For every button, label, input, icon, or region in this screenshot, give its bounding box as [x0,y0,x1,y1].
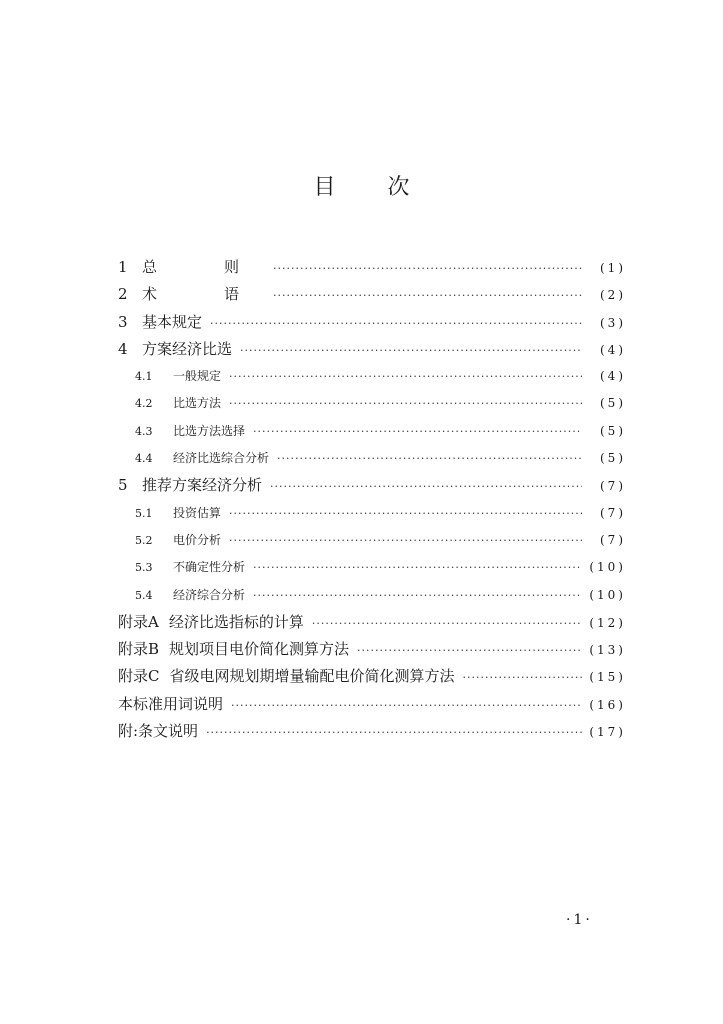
toc-title: 规划项目电价简化测算方法 [169,640,350,659]
toc-page: (7) [600,532,626,547]
toc-entry-appendix-b[interactable] [118,636,626,663]
toc-page: (4) [600,369,626,384]
toc-number: 2 [118,285,128,304]
toc-number: 5.4 [135,588,153,602]
toc-number: 4.2 [135,397,153,411]
toc-entry-3[interactable] [118,309,626,336]
toc-entry-5-1[interactable] [118,500,626,527]
toc-title: 比选方法 [173,396,222,411]
toc-page: (7) [600,479,626,494]
toc-number: 5.2 [135,533,153,547]
toc-page: (5) [600,423,626,438]
toc-title: 经济比选综合分析 [173,451,270,466]
toc-entry-wording-explanation[interactable] [118,691,626,718]
toc-page: (15) [589,670,626,685]
toc-title: 基本规定 [142,312,203,331]
toc-page: (5) [600,396,626,411]
toc-page: (16) [589,697,626,712]
dot-leader [277,445,582,472]
toc-page: (1) [600,261,626,275]
toc-entry-5-2[interactable] [118,527,626,554]
title-char-1: 目 [313,175,336,200]
toc-number: 4 [118,339,128,358]
toc-page: (10) [589,587,626,602]
toc-title: 一般规定 [173,369,222,384]
toc-title: 本标准用词说明 [118,694,224,713]
page-number: ·1· [566,912,593,928]
dot-leader [253,418,582,445]
toc-number: 附录A [118,612,159,631]
toc-page: (3) [600,315,626,330]
toc-entry-4-3[interactable] [118,418,626,445]
toc-entry-5[interactable] [118,472,626,499]
toc-entry-2[interactable] [118,281,626,308]
toc-entry-appendix-a[interactable] [118,609,626,636]
dot-leader [273,255,582,282]
dot-leader [229,363,582,390]
toc-page: (7) [600,505,626,520]
dot-leader [231,692,582,719]
toc-number: 1 [118,258,128,276]
toc-title: 附:条文说明 [118,722,199,741]
page-title [0,170,723,201]
dot-leader [210,310,582,337]
toc-number: 3 [118,312,128,331]
toc-entry-5-4[interactable] [118,582,626,609]
toc-page: (10) [589,560,626,575]
toc-page: (12) [589,615,626,630]
toc-title: 比选方法选择 [173,423,246,438]
toc-entry-5-3[interactable] [118,554,626,581]
toc-number: 附录C [118,667,160,686]
dot-leader [253,582,582,609]
toc-number: 4.4 [135,452,153,466]
toc-entry-4-2[interactable] [118,390,626,417]
toc-title: 经济综合分析 [173,587,246,602]
toc-entry-4[interactable] [118,336,626,363]
toc-title: 方案经济比选 [142,339,233,358]
dot-leader [240,337,582,364]
dot-leader [273,282,582,309]
toc-entry-4-4[interactable] [118,445,626,472]
dot-leader [312,610,582,637]
toc-page: (5) [600,451,626,466]
toc-page: (4) [600,342,626,357]
toc-number: 4.3 [135,424,153,438]
table-of-contents [118,254,626,745]
toc-page: (17) [589,725,626,740]
title-char-2: 次 [387,175,410,200]
toc-title: 不确定性分析 [173,560,246,575]
dot-leader [229,527,582,554]
toc-title: 总 则 [142,258,266,276]
dot-leader [463,664,583,691]
dot-leader [270,473,582,500]
toc-title: 电价分析 [173,532,222,547]
toc-number: 5 [118,476,128,495]
dot-leader [357,637,582,664]
toc-entry-appendix-c[interactable] [118,663,626,690]
toc-number: 附录B [118,640,160,659]
toc-page: (13) [589,643,626,658]
toc-title: 经济比选指标的计算 [168,612,304,631]
toc-title: 投资估算 [173,505,222,520]
toc-number: 5.1 [135,506,153,520]
toc-page: (2) [600,288,626,303]
toc-title: 推荐方案经济分析 [142,476,263,495]
toc-entry-4-1[interactable] [118,363,626,390]
dot-leader [229,390,582,417]
toc-number: 4.1 [135,370,153,384]
dot-leader [253,554,582,581]
toc-title: 术 语 [142,285,266,304]
toc-entry-clause-explanation[interactable] [118,718,626,745]
dot-leader [229,500,582,527]
dot-leader [206,719,582,746]
toc-entry-1[interactable] [118,254,626,281]
toc-title: 省级电网规划期增量输配电价简化测算方法 [169,667,455,686]
toc-number: 5.3 [135,561,153,575]
